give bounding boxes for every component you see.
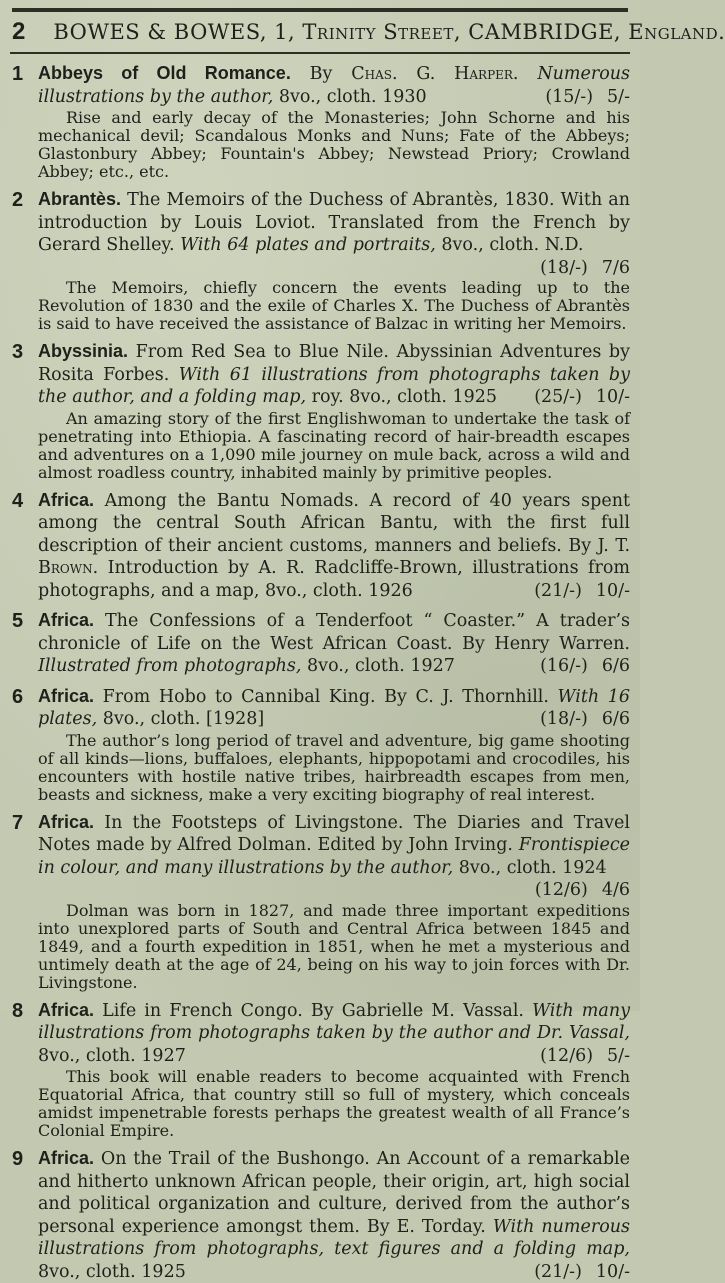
price-box bbox=[535, 879, 630, 902]
entry-title: On the Trail of the Bushongo. An Account of a remarkable and hitherto unknown African people, their origin, art, high social and political organization and culture, derived from the author’s personal experience amongst them. By E. Torday. bbox=[38, 1149, 630, 1237]
entry-subject: Abrantès. bbox=[38, 189, 121, 209]
original-price: (25/-) bbox=[534, 387, 582, 407]
page-header bbox=[10, 18, 630, 54]
entry-description: An amazing story of the first Englishwoman to undertake the task of penetrating into Ethiopia. A fascinating record of hair-breadth escapes and adventures on a 1,090 mile journey on mule back, across a wild and almost roadless country, inhabited mainly by primitive peoples. bbox=[38, 410, 630, 482]
sale-price: 4/6 bbox=[602, 880, 630, 900]
entry-description: Rise and early decay of the Monasteries; John Schorne and his mechanical devil; Scandalous Monks and Nuns; Fate of the Abbeys; Glastonbury Abbey; Fountain's Abbey; Newstead Priory; Crowland Abbey; etc., etc. bbox=[38, 109, 630, 181]
sale-price: 10/- bbox=[596, 581, 630, 601]
original-price: (21/-) bbox=[534, 1262, 582, 1282]
original-price: (12/6) bbox=[535, 880, 588, 900]
entry-subject: Africa. bbox=[38, 610, 94, 630]
entry-subject: Africa. bbox=[38, 812, 94, 832]
original-price: (16/-) bbox=[540, 656, 588, 676]
entry-format: 8vo., cloth. N.D. bbox=[436, 235, 584, 255]
entry-body bbox=[10, 188, 630, 333]
entry-number: 1 bbox=[12, 63, 23, 86]
entry-format: roy. 8vo., cloth. 1925 bbox=[306, 387, 497, 407]
top-rule bbox=[12, 8, 628, 12]
entry-subject: Africa. bbox=[38, 490, 94, 510]
original-price: (15/-) bbox=[545, 87, 593, 107]
sale-price: 7/6 bbox=[602, 258, 630, 278]
entry-number: 7 bbox=[12, 812, 23, 835]
entry-format: 8vo., cloth. 1930 bbox=[273, 87, 426, 107]
price-box bbox=[540, 1045, 630, 1068]
sale-price: 5/- bbox=[607, 87, 630, 107]
entry-format: 8vo., cloth. 1927 bbox=[38, 1046, 186, 1066]
original-price: (18/-) bbox=[540, 709, 588, 729]
catalogue-entry bbox=[10, 1147, 630, 1283]
price-box bbox=[540, 257, 630, 280]
entry-illustrations: With many illustrations from photographs taken by the author and Dr. Vassal, bbox=[38, 1001, 630, 1044]
entry-body bbox=[10, 999, 630, 1141]
entry-title: In the Footsteps of Livingstone. The Diaries and Travel Notes made by Alfred Dolman. Edited by John Irving. bbox=[38, 813, 630, 856]
entry-number: 2 bbox=[12, 189, 23, 212]
original-price: (12/6) bbox=[540, 1046, 593, 1066]
sale-price: 10/- bbox=[596, 1262, 630, 1282]
entry-subject: Abbeys of Old Romance. bbox=[38, 63, 291, 83]
price-box bbox=[540, 708, 630, 731]
entry-body bbox=[10, 609, 630, 678]
catalogue-entry bbox=[10, 999, 630, 1141]
entry-subject: Abyssinia. bbox=[38, 341, 128, 361]
entry-title: By bbox=[291, 64, 351, 84]
entry-title: The Confessions of a Tenderfoot “ Coaster.” A trader’s chronicle of Life on the West African Coast. By Henry Warren. bbox=[38, 611, 630, 654]
header-text: BOWES & BOWES, 1, Trinity Street, CAMBRIDGE, England. bbox=[53, 20, 725, 44]
entry-format: 8vo., cloth. 1924 bbox=[453, 858, 606, 878]
catalogue-entry bbox=[10, 489, 630, 603]
sale-price: 5/- bbox=[607, 1046, 630, 1066]
catalogue-entry bbox=[10, 609, 630, 678]
entry-illustrations: With 61 illustrations from photographs taken by the author, and a folding map, bbox=[38, 365, 630, 408]
entry-title: Among the Bantu Nomads. A record of 40 years spent among the central South African Bantu, with the first full description of their ancient customs, manners and beliefs. By bbox=[38, 491, 630, 556]
entry-format: Introduction by A. R. Radcliffe-Brown, illustrations from photographs, and a map, 8vo., cloth. 1926 bbox=[38, 558, 630, 601]
catalogue-entry bbox=[10, 62, 630, 181]
entry-title: From Red Sea to Blue Nile. Abyssinian Adventures by Rosita Forbes. bbox=[38, 342, 630, 385]
entry-format: 8vo., cloth. [1928] bbox=[97, 709, 264, 729]
entry-illustrations: With 64 plates and portraits, bbox=[175, 235, 436, 255]
entry-list bbox=[10, 62, 630, 1283]
entry-body bbox=[10, 340, 630, 482]
original-price: (18/-) bbox=[540, 258, 588, 278]
catalogue-entry bbox=[10, 340, 630, 482]
entry-illustrations: With numerous illustrations from photographs, text figures and a folding map, bbox=[38, 1217, 630, 1260]
catalogue-entry bbox=[10, 188, 630, 333]
entry-description: This book will enable readers to become acquainted with French Equatorial Africa, that country still so full of mystery, which conceals amidst impenetrable forests perhaps the greatest wealth of all France’s Colonial Empire. bbox=[38, 1068, 630, 1140]
entry-description: The author’s long period of travel and adventure, big game shooting of all kinds—lions, buffaloes, elephants, hippopotami and crocodiles, his encounters with hostile native tribes, hairbreadth escapes from men, beasts and sickness, make a very exciting biography of real interest. bbox=[38, 732, 630, 804]
entry-body bbox=[10, 685, 630, 804]
catalogue-entry bbox=[10, 685, 630, 804]
catalogue-entry bbox=[10, 811, 630, 992]
entry-description: Dolman was born in 1827, and made three important expeditions into unexplored parts of South and Central Africa between 1845 and 1849, and a fourth expedition in 1851, when he met a mysterious and untimely death at the age of 24, being on his way to join forces with Dr. Livingstone. bbox=[38, 902, 630, 992]
entry-title: From Hobo to Cannibal King. By C. J. Thornhill. bbox=[94, 687, 549, 707]
entry-author: Chas. G. Harper. bbox=[351, 64, 518, 84]
entry-number: 3 bbox=[12, 341, 23, 364]
entry-subject: Africa. bbox=[38, 1148, 94, 1168]
entry-number: 6 bbox=[12, 686, 23, 709]
sale-price: 6/6 bbox=[602, 709, 630, 729]
entry-format: 8vo., cloth. 1925 bbox=[38, 1262, 186, 1282]
entry-title: The Memoirs of the Duchess of Abrantès, 1830. With an introduction by Louis Loviot. Translated from the French by Gerard Shelley. bbox=[38, 190, 630, 255]
price-box bbox=[534, 1261, 630, 1283]
entry-subject: Africa. bbox=[38, 686, 94, 706]
page-number: 2 bbox=[12, 18, 25, 46]
entry-body bbox=[10, 62, 630, 181]
entry-number: 5 bbox=[12, 610, 23, 633]
entry-subject: Africa. bbox=[38, 1000, 94, 1020]
entry-illustrations: Illustrated from photographs, bbox=[38, 656, 301, 676]
price-box bbox=[534, 580, 630, 603]
entry-body bbox=[10, 1147, 630, 1283]
price-box bbox=[534, 386, 630, 409]
sale-price: 6/6 bbox=[602, 656, 630, 676]
original-price: (21/-) bbox=[534, 581, 582, 601]
price-box bbox=[545, 86, 630, 109]
entry-illustrations: Numerous illustrations by the author, bbox=[38, 64, 630, 107]
entry-number: 9 bbox=[12, 1148, 23, 1171]
entry-illustrations: Frontispiece in colour, and many illustrations by the author, bbox=[38, 835, 630, 878]
entry-body bbox=[10, 489, 630, 603]
entry-body bbox=[10, 811, 630, 992]
entry-description: The Memoirs, chiefly concern the events leading up to the Revolution of 1830 and the exile of Charles X. The Duchess of Abrantès is said to have received the assistance of Balzac in writing her Memoirs. bbox=[38, 279, 630, 333]
entry-title: Life in French Congo. By Gabrielle M. Vassal. bbox=[94, 1001, 524, 1021]
entry-author: J. T. Brown. bbox=[38, 536, 630, 579]
entry-number: 4 bbox=[12, 490, 23, 513]
entry-number: 8 bbox=[12, 1000, 23, 1023]
entry-format: 8vo., cloth. 1927 bbox=[301, 656, 454, 676]
price-box bbox=[540, 655, 630, 678]
entry-illustrations: With 16 plates, bbox=[38, 687, 630, 730]
sale-price: 10/- bbox=[596, 387, 630, 407]
